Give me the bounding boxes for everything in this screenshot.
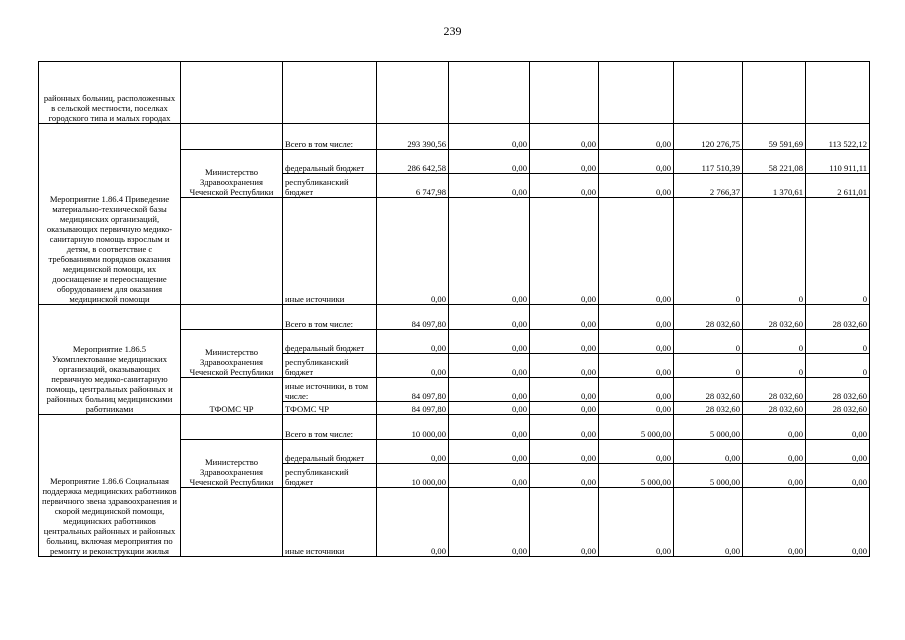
table-row: Мероприятие 1.86.6 Социальная поддержка медицинских работников первичного звена здравоохранения и скорой медицинской помощи, медицинских работников центральных районных и районных больниц, включая мероприятия по ремонту и реконструкции жилья Всего в том числе: 10 000,00 0,00 0,00 5 000,00 5 000,00 0,00 0,00 <box>39 415 870 440</box>
funding-source: республиканский бюджет <box>283 174 377 198</box>
funding-source: Всего в том числе: <box>283 124 377 150</box>
table-row: Министерство Здравоохранения Чеченской Республики федеральный бюджет 0,00 0,00 0,00 0,00 0 0 0 <box>39 330 870 354</box>
executor: Министерство Здравоохранения Чеченской Республики <box>181 440 283 488</box>
page-number: 239 <box>443 24 462 38</box>
table-row: ТФОМС ЧР иные источники, в том числе: 84 097,80 0,00 0,00 0,00 28 032,60 28 032,60 28 032,60 <box>39 378 870 402</box>
table-row: иные источники 0,00 0,00 0,00 0,00 0 0 0 <box>39 198 870 305</box>
funding-source: иные источники <box>283 198 377 305</box>
executor: Министерство Здравоохранения Чеченской Республики <box>181 330 283 378</box>
funding-source: Всего в том числе: <box>283 415 377 440</box>
budget-table <box>38 61 870 557</box>
measure-name: Мероприятие 1.86.5 Укомплектование медицинских организаций, оказывающих первичную медико-санитарную помощь, центральных районных и районных больниц медицинскими работниками <box>39 305 181 415</box>
measure-name: Мероприятие 1.86.4 Приведение материально-технической базы медицинских организаций, оказывающих первичную медико-санитарную помощь взрослым и детям, в соответствие с требованиями порядков оказания медицинской помощи, их дооснащение и переоснащение оборудованием для оказания медицинской помощи <box>39 124 181 305</box>
table-row: Министерство Здравоохранения Чеченской Республики федеральный бюджет 286 642,58 0,00 0,00 0,00 117 510,39 58 221,08 110 911,11 <box>39 150 870 174</box>
funding-source: федеральный бюджет <box>283 440 377 464</box>
table-row: Мероприятие 1.86.5 Укомплектование медицинских организаций, оказывающих первичную медико-санитарную помощь, центральных районных и районных больниц медицинскими работниками Всего в том числе: 84 097,80 0,00 0,00 0,00 28 032,60 28 032,60 28 032,60 <box>39 305 870 330</box>
table-row: иные источники 0,00 0,00 0,00 0,00 0,00 0,00 0,00 <box>39 488 870 557</box>
executor: Министерство Здравоохранения Чеченской Республики <box>181 150 283 198</box>
measure-name-continued: районных больниц, расположенных в сельской местности, поселках городского типа и малых городах <box>39 62 181 124</box>
table-row: Мероприятие 1.86.4 Приведение материально-технической базы медицинских организаций, оказывающих первичную медико-санитарную помощь взрослым и детям, в соответствие с требованиями порядков оказания медицинской помощи, их дооснащение и переоснащение оборудованием для оказания медицинской помощи Всего в том числе: 293 390,56 0,00 0,00 0,00 120 276,75 59 591,69 113 522,12 <box>39 124 870 150</box>
table-row: ТФОМС ЧР 84 097,80 0,00 0,00 0,00 28 032,60 28 032,60 28 032,60 <box>39 402 870 415</box>
funding-source: федеральный бюджет <box>283 330 377 354</box>
funding-source: Всего в том числе: <box>283 305 377 330</box>
measure-name: Мероприятие 1.86.6 Социальная поддержка медицинских работников первичного звена здравоохранения и скорой медицинской помощи, медицинских работников центральных районных и районных больниц, включая мероприятия по ремонту и реконструкции жилья <box>39 415 181 557</box>
funding-source: иные источники, в том числе: <box>283 378 377 402</box>
funding-source: федеральный бюджет <box>283 150 377 174</box>
executor-2: ТФОМС ЧР <box>181 378 283 415</box>
table-row: республиканский бюджет 0,00 0,00 0,00 0,00 0 0 0 <box>39 354 870 378</box>
table-row <box>39 62 870 124</box>
funding-source: республиканский бюджет <box>283 464 377 488</box>
table-row: республиканский бюджет 10 000,00 0,00 0,00 5 000,00 5 000,00 0,00 0,00 <box>39 464 870 488</box>
table-row: республиканский бюджет 6 747,98 0,00 0,00 0,00 2 766,37 1 370,61 2 611,01 <box>39 174 870 198</box>
funding-source: иные источники <box>283 488 377 557</box>
funding-source: республиканский бюджет <box>283 354 377 378</box>
funding-source: ТФОМС ЧР <box>283 402 377 415</box>
table-row: Министерство Здравоохранения Чеченской Республики федеральный бюджет 0,00 0,00 0,00 0,00 0,00 0,00 0,00 <box>39 440 870 464</box>
